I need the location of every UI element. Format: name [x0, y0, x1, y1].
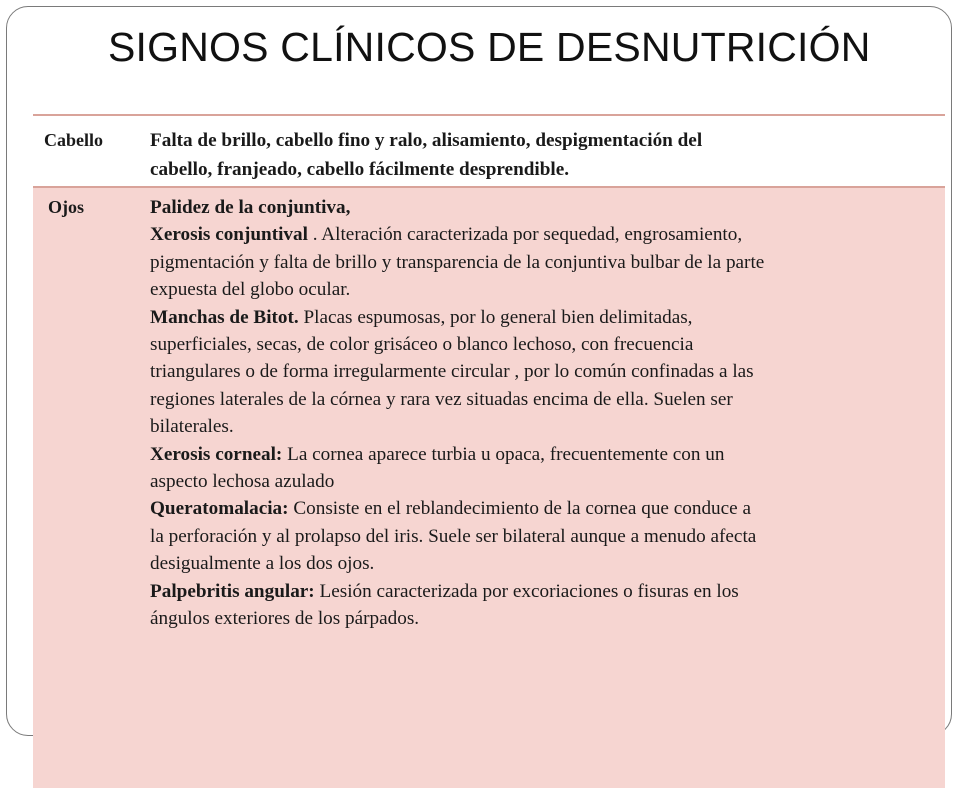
- xerosis-corneal-line: [150, 441, 945, 468]
- xerosis-conjuntival-desc: . Alteración caracterizada por sequedad, engrosamiento,: [307, 224, 743, 246]
- manchas-bitot-line: regiones laterales de la córnea y rara vez situadas encima de ella. Suelen ser: [150, 388, 733, 410]
- xerosis-conjuntival-line: [150, 221, 945, 248]
- palidez-line: [150, 194, 945, 221]
- cabello-text-line: cabello, franjeado, cabello fácilmente desprendible.: [150, 158, 570, 180]
- palpebritis-line: ángulos exteriores de los párpados.: [150, 608, 420, 630]
- row-label-ojos: Ojos: [48, 197, 84, 217]
- row-content-cabello: [150, 116, 945, 186]
- manchas-bitot-line: [150, 304, 945, 331]
- slide-title: SIGNOS CLÍNICOS DE DESNUTRICIÓN: [108, 24, 871, 70]
- queratomalacia-line: [150, 495, 945, 522]
- manchas-bitot-line: superficiales, secas, de color grisáceo o blanco lechoso, con frecuencia: [150, 334, 694, 356]
- table-row-cabello: [33, 114, 945, 188]
- xerosis-corneal-term: Xerosis corneal:: [150, 443, 283, 465]
- cabello-text-line: Falta de brillo, cabello fino y ralo, alisamiento, despigmentación del: [150, 130, 703, 151]
- palidez-term: Palidez de la conjuntiva,: [150, 197, 351, 218]
- row-label-cabello: Cabello: [44, 130, 104, 150]
- xerosis-corneal-line: aspecto lechosa azulado: [150, 471, 335, 493]
- queratomalacia-line: la perforación y al prolapso del iris. Suele ser bilateral aunque a menudo afecta: [150, 525, 757, 547]
- queratomalacia-desc: Consiste en el reblandecimiento de la cornea que conduce a: [288, 498, 751, 520]
- table-row-ojos: [33, 188, 945, 788]
- palpebritis-term: Palpebritis angular:: [150, 580, 315, 602]
- xerosis-conjuntival-line: expuesta del globo ocular.: [150, 279, 351, 301]
- xerosis-conjuntival-term: Xerosis conjuntival: [150, 224, 308, 246]
- manchas-bitot-desc: Placas espumosas, por lo general bien delimitadas,: [298, 306, 693, 328]
- signs-table: [33, 114, 945, 788]
- xerosis-conjuntival-line: pigmentación y falta de brillo y transparencia de la conjuntiva bulbar de la parte: [150, 251, 765, 273]
- xerosis-corneal-desc: La cornea aparece turbia u opaca, frecuentemente con un: [282, 443, 725, 465]
- row-content-ojos: [150, 188, 945, 788]
- palpebritis-desc: Lesión caracterizada por excoriaciones o fisuras en los: [314, 580, 739, 602]
- queratomalacia-term: Queratomalacia:: [150, 498, 289, 520]
- queratomalacia-line: desigualmente a los dos ojos.: [150, 553, 375, 575]
- manchas-bitot-line: triangulares o de forma irregularmente circular , por lo común confinadas a las: [150, 361, 754, 383]
- manchas-bitot-term: Manchas de Bitot.: [150, 306, 299, 328]
- manchas-bitot-line: bilaterales.: [150, 416, 234, 438]
- palpebritis-line: [150, 578, 945, 605]
